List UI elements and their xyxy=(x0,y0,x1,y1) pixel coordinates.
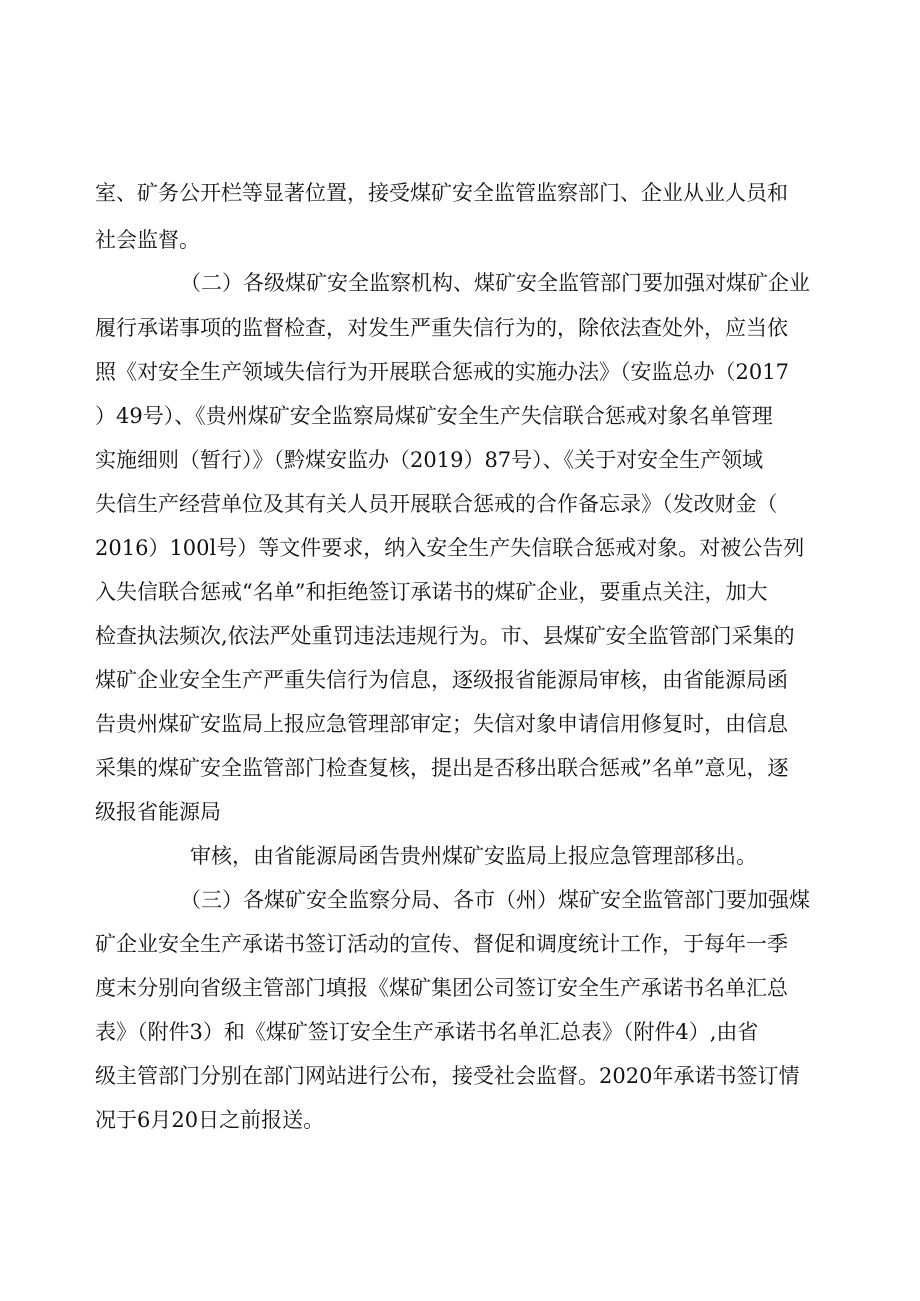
text-line: 级报省能源局 xyxy=(95,800,221,824)
text-line: 照《对安全生产领域失信行为开展联合惩戒的实施办法》（安监总办（2017 xyxy=(95,360,789,384)
text-line: 室、矿务公开栏等显著位置，接受煤矿安全监管监察部门、企业从业人员和 xyxy=(95,181,788,205)
text-line: 入失信联合惩戒“名单”和拒绝签订承诺书的煤矿企业，要重点关注，加大 xyxy=(95,580,768,604)
text-line: 2016）100l号）等文件要求，纳入安全生产失信联合惩戒对象。对被公告列 xyxy=(95,536,805,560)
paragraph-2-start: （二）各级煤矿安全监察机构、煤矿安全监管部门要加强对煤矿企业 xyxy=(180,271,810,295)
text-line: 煤矿企业安全生产严重失信行为信息，逐级报省能源局审核，由省能源局函 xyxy=(95,668,788,692)
text-line: 告贵州煤矿安监局上报应急管理部审定；失信对象申请信用修复时，由信息 xyxy=(95,712,788,736)
text-line: 失信生产经营单位及其有关人员开展联合惩戒的合作备忘录》（发改财金（ xyxy=(95,492,778,516)
text-line: 矿企业安全生产承诺书签订活动的宣传、督促和调度统计工作，于每年一季 xyxy=(95,932,788,956)
text-line: 实施细则（暂行）》（黔煤安监办（2019）87号）、《关于对安全生产领域 xyxy=(95,448,764,472)
text-line: 况于6月20日之前报送。 xyxy=(95,1108,325,1132)
paragraph-3-start: （三）各煤矿安全监察分局、各市（州）煤矿安全监管部门要加强煤 xyxy=(180,888,810,912)
text-line: 度末分别向省级主管部门填报《煤矿集团公司签订安全生产承诺书名单汇总 xyxy=(95,976,788,1000)
text-line: 检查执法频次,依法严处重罚违法违规行为。市、县煤矿安全监管部门采集的 xyxy=(95,624,795,648)
text-line: 级主管部门分别在部门网站进行公布，接受社会监督。2020年承诺书签订情 xyxy=(95,1064,800,1088)
text-line: ）49号）、《贵州煤矿安全监察局煤矿安全生产失信联合惩戒对象名单管理 xyxy=(95,404,773,428)
text-line: 采集的煤矿安全监管部门检查复核，提出是否移出联合惩戒”名单”意见，逐 xyxy=(95,756,789,780)
text-line: 履行承诺事项的监督检查，对发生严重失信行为的，除依法查处外，应当依 xyxy=(95,316,788,340)
text-line: 社会监督。 xyxy=(95,228,200,252)
text-line-indented: 审核，由省能源局函告贵州煤矿安监局上报应急管理部移出。 xyxy=(190,844,757,868)
text-line: 表》（附件3）和《煤矿签订安全生产承诺书名单汇总表》（附件4）,由省 xyxy=(95,1020,759,1044)
